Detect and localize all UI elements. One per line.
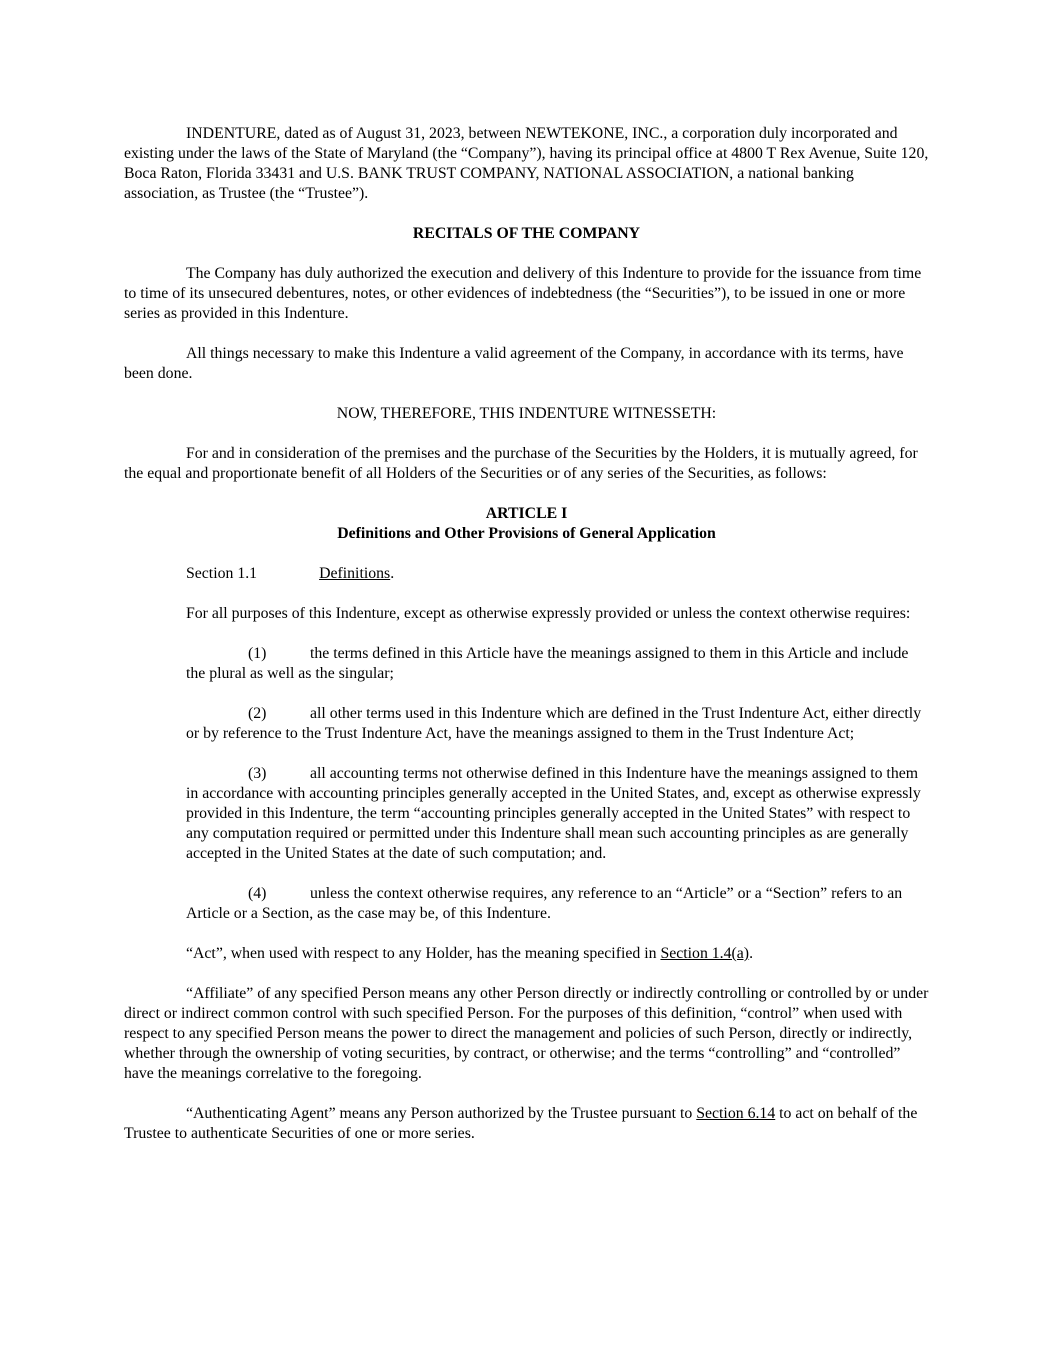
recitals-paragraph-1: The Company has duly authorized the execution and delivery of this Indenture to provide for the issuance from time to time of its unsecured debentures, notes, or other evidences of indebtedness (the “Securities”), to be issued in one or more series as provided in this Indenture. [124, 265, 922, 322]
witnesseth-line: NOW, THEREFORE, THIS INDENTURE WITNESSETH: [336, 405, 717, 422]
purposes-paragraph: For all purposes of this Indenture, except as otherwise expressly provided or unless the context otherwise requires: [186, 605, 911, 622]
recitals-heading: RECITALS OF THE COMPANY [412, 225, 641, 242]
definition-authenticating-agent [124, 1104, 929, 1144]
definition-authenticating-agent-text: “Authenticating Agent” means any Person authorized by the Trustee pursuant to [186, 1105, 697, 1122]
definition-act-end: . [749, 945, 754, 962]
list-item [124, 764, 929, 864]
list-item-number: (4) [248, 885, 267, 902]
list-item-number: (1) [248, 645, 267, 662]
section-title: Definitions [319, 565, 391, 582]
list-item [124, 644, 929, 684]
definition-act-text: “Act”, when used with respect to any Holder, has the meaning specified in [186, 945, 661, 962]
article-number: ARTICLE I [485, 505, 568, 522]
list-item-number: (3) [248, 765, 267, 782]
definition-act [124, 944, 929, 964]
list-item [124, 884, 929, 924]
list-item-text: all other terms used in this Indenture which are defined in the Trust Indenture Act, either directly or by reference to the Trust Indenture Act, have the meanings assigned to them in the Trust Indenture Act; [186, 705, 922, 742]
article-title: Definitions and Other Provisions of General Application [337, 525, 716, 542]
list-item-number: (2) [248, 705, 267, 722]
document-page [124, 124, 929, 1144]
section-heading [124, 564, 929, 584]
section-reference-link[interactable]: Section 6.14 [696, 1105, 776, 1122]
definition-affiliate: “Affiliate” of any specified Person means any other Person directly or indirectly controlling or controlled by or under direct or indirect common control with such specified Person. For the purposes of this definition, “control” when used with respect to any specified Person means the power to direct the management and policies of such Person, directly or indirectly, whether through the ownership of voting securities, by contract, or otherwise; and the terms “controlling” and “controlled” have the meanings correlative to the foregoing. [124, 985, 929, 1082]
section-number: Section 1.1 [186, 565, 258, 582]
list-item-text: the terms defined in this Article have the meanings assigned to them in this Article and include the plural as well as the singular; [186, 645, 909, 682]
section-title-suffix: . [390, 565, 395, 582]
intro-paragraph: INDENTURE, dated as of August 31, 2023, between NEWTEKONE, INC., a corporation duly incorporated and existing under the laws of the State of Maryland (the “Company”), having its principal office at 4800 T Rex Avenue, Suite 120, Boca Raton, Florida 33431 and U.S. BANK TRUST COMPANY, NATIONAL ASSOCIATION, a national banking association, as Trustee (the “Trustee”). [124, 125, 929, 202]
list-item-text: all accounting terms not otherwise defined in this Indenture have the meanings assigned to them in accordance with accounting principles generally accepted in the United States, and, except as otherwise expressly provided in this Indenture, the term “accounting principles generally accepted in the United States” with respect to any computation required or permitted under this Indenture shall mean such accounting principles as are generally accepted in the United States at the date of such computation; and. [186, 765, 921, 862]
definition-authenticating-agent-end: to act on behalf of the Trustee to authenticate Securities of one or more series. [124, 1105, 918, 1142]
list-item-text: unless the context otherwise requires, any reference to an “Article” or a “Section” refers to an Article or a Section, as the case may be, of this Indenture. [186, 885, 903, 922]
recitals-paragraph-2: All things necessary to make this Indenture a valid agreement of the Company, in accordance with its terms, have been done. [124, 345, 904, 382]
section-reference-link[interactable]: Section 1.4(a) [660, 945, 750, 962]
list-item [124, 704, 929, 744]
consideration-paragraph: For and in consideration of the premises and the purchase of the Securities by the Holders, it is mutually agreed, for the equal and proportionate benefit of all Holders of the Securities or of any series of the Securities, as follows: [124, 445, 918, 482]
